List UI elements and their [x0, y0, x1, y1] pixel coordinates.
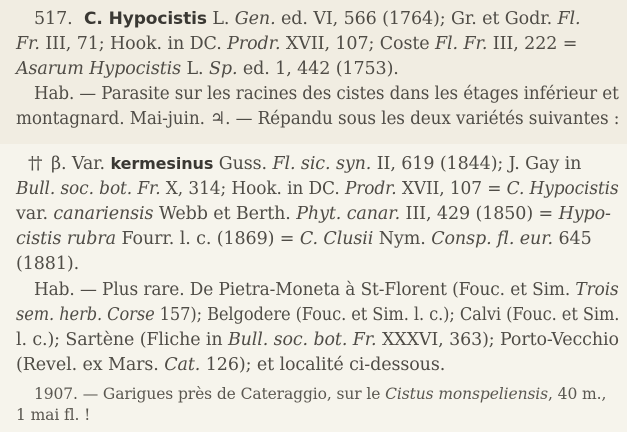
- variety-line-1: †† β. Var. kermesinus Guss. Fl. sic. syn. II, 619 (1844); J. Gay in: [28, 154, 582, 174]
- entry-line-3: Asarum Hypocistis L. Sp. ed. 1, 442 (1753).: [16, 59, 399, 79]
- entry-line-5: montagnard. Mai-juin. ♃. — Répandu sous les deux variétés suivantes :: [16, 109, 620, 129]
- locality-line-2: 1 mai fl. !: [16, 406, 91, 424]
- dagger-symbol: ††: [28, 154, 40, 174]
- variety-name: kermesinus: [110, 154, 214, 173]
- variety-line-6: Hab. — Plus rare. De Pietra-Moneta à St-Florent (Fouc. et Sim. Trois: [34, 280, 619, 300]
- entry-line-4: Hab. — Parasite sur les racines des cistes dans les étages inférieur et: [34, 84, 619, 104]
- entry-number: 517.: [34, 9, 73, 29]
- variety-line-2: Bull. soc. bot. Fr. X, 314; Hook. in DC. Prodr. XVII, 107 = C. Hypocistis: [16, 179, 619, 199]
- entry-line-2: Fr. III, 71; Hook. in DC. Prodr. XVII, 107; Coste Fl. Fr. III, 222 =: [16, 34, 578, 54]
- variety-line-9: (Revel. ex Mars. Cat. 126); et localité ci-dessous.: [16, 355, 446, 375]
- variety-line-4: cistis rubra Fourr. l. c. (1869) = C. Clusii Nym. Consp. fl. eur. 645: [16, 229, 592, 249]
- locality-line-1: 1907. — Garigues près de Cateraggio, sur le Cistus monspeliensis, 40 m.,: [34, 385, 607, 403]
- variety-line-7: sem. herb. Corse 157); Belgodere (Fouc. et Sim. l. c.); Calvi (Fouc. et Sim.: [16, 305, 620, 325]
- variety-line-5: (1881).: [16, 254, 80, 274]
- variety-line-8: l. c.); Sartène (Fliche in Bull. soc. bot. Fr. XXXVI, 363); Porto-Vecchio: [16, 330, 619, 350]
- entry-line-1: 517. C. Hypocistis L. Gen. ed. VI, 566 (1764); Gr. et Godr. Fl.: [34, 9, 581, 29]
- variety-line-3: var. canariensis Webb et Berth. Phyt. canar. III, 429 (1850) = Hypo-: [16, 204, 611, 224]
- species-name: C. Hypocistis: [84, 9, 207, 29]
